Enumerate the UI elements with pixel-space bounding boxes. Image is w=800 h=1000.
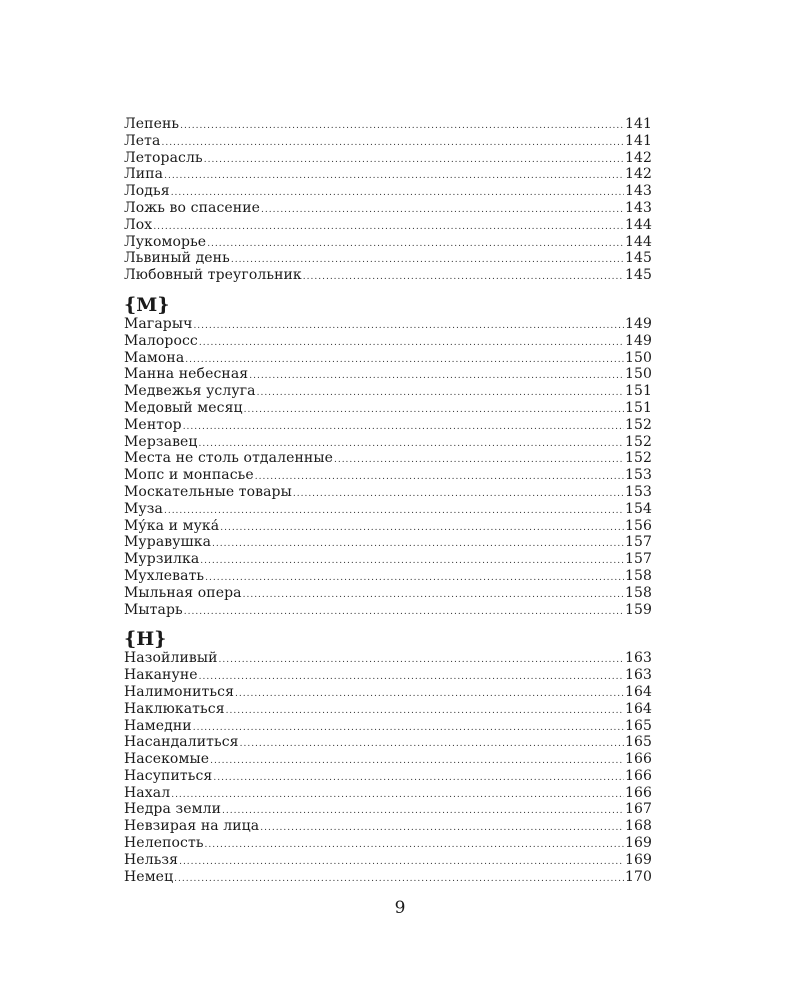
dot-leader xyxy=(185,352,624,369)
toc-entry[interactable] xyxy=(124,267,652,284)
entry-page: 149 xyxy=(624,332,652,349)
entry-page: 159 xyxy=(624,601,652,618)
dot-leader xyxy=(204,152,624,169)
dot-leader xyxy=(260,820,624,837)
toc-entry[interactable] xyxy=(124,551,652,568)
entry-page: 150 xyxy=(624,366,652,383)
dot-leader xyxy=(153,219,624,236)
entry-title: Москательные товары xyxy=(124,483,292,500)
entry-title: Магарыч xyxy=(124,315,193,332)
toc-entry[interactable] xyxy=(124,667,652,684)
entry-page: 152 xyxy=(624,416,652,433)
toc-entry[interactable] xyxy=(124,316,652,333)
table-of-contents xyxy=(124,116,652,885)
entry-title: Лепень xyxy=(124,116,180,132)
entry-page: 156 xyxy=(624,517,652,534)
entry-page: 150 xyxy=(624,349,652,366)
entry-page: 143 xyxy=(624,199,652,216)
toc-entry[interactable] xyxy=(124,450,652,467)
entry-page: 149 xyxy=(624,315,652,332)
entry-page: 163 xyxy=(624,650,652,667)
toc-entry[interactable] xyxy=(124,801,652,818)
entry-page: 163 xyxy=(624,667,652,684)
dot-leader xyxy=(222,803,624,820)
entry-title: Насандалиться xyxy=(124,734,239,751)
dot-leader xyxy=(293,486,624,503)
entry-title: Нахал xyxy=(124,784,171,801)
entry-title: Любовный треугольник xyxy=(124,267,302,284)
entry-page: 164 xyxy=(624,683,652,700)
dot-leader xyxy=(244,402,624,419)
toc-entry[interactable] xyxy=(124,333,652,350)
entry-title: Лукоморье xyxy=(124,233,207,250)
entry-title: Леторасль xyxy=(124,149,203,166)
toc-entry[interactable] xyxy=(124,366,652,383)
toc-entry[interactable] xyxy=(124,417,652,434)
dot-leader xyxy=(183,419,624,436)
entry-title: Недра земли xyxy=(124,801,222,818)
toc-entry[interactable] xyxy=(124,400,652,417)
entry-page: 144 xyxy=(624,233,652,250)
entry-title: Лох xyxy=(124,216,153,233)
toc-entry[interactable] xyxy=(124,234,652,251)
entry-page: 157 xyxy=(624,551,652,568)
toc-section-n xyxy=(124,628,652,885)
dot-leader xyxy=(171,787,624,804)
entry-page: 153 xyxy=(624,467,652,484)
entry-page: 165 xyxy=(624,717,652,734)
dot-leader xyxy=(213,770,624,787)
toc-entry[interactable] xyxy=(124,217,652,234)
entry-page: 157 xyxy=(624,534,652,551)
entry-page: 166 xyxy=(624,784,652,801)
toc-entry[interactable] xyxy=(124,467,652,484)
entry-title: Накануне xyxy=(124,667,198,684)
dot-leader xyxy=(257,385,624,402)
entry-page: 145 xyxy=(624,267,652,284)
entry-title: Наклюкаться xyxy=(124,700,225,717)
dot-leader xyxy=(212,536,624,553)
entry-title: Му́ка и мука́ xyxy=(124,517,220,534)
dot-leader xyxy=(261,202,624,219)
entry-title: Насекомые xyxy=(124,751,210,768)
toc-entry[interactable] xyxy=(124,602,652,619)
entry-page: 167 xyxy=(624,801,652,818)
entry-title: Ложь во спасение xyxy=(124,199,261,216)
entry-title: Насупиться xyxy=(124,767,213,784)
toc-entry[interactable] xyxy=(124,484,652,501)
toc-entry[interactable] xyxy=(124,585,652,602)
entry-page: 142 xyxy=(624,166,652,183)
dot-leader xyxy=(226,703,624,720)
entry-page: 145 xyxy=(624,250,652,267)
entry-title: Мыльная опера xyxy=(124,584,242,601)
entry-page: 151 xyxy=(624,383,652,400)
entry-page: 141 xyxy=(624,116,652,132)
entry-page: 168 xyxy=(624,818,652,835)
entry-title: Налимониться xyxy=(124,683,235,700)
section-heading: {Н} xyxy=(124,628,167,651)
entry-page: 169 xyxy=(624,851,652,868)
page-number: 9 xyxy=(394,898,406,918)
dot-leader xyxy=(180,118,624,135)
toc-entry[interactable] xyxy=(124,166,652,183)
entry-title: Мухлевать xyxy=(124,567,205,584)
toc-entry[interactable] xyxy=(124,818,652,835)
dot-leader xyxy=(200,553,624,570)
entry-title: Ментор xyxy=(124,416,182,433)
entry-page: 153 xyxy=(624,483,652,500)
entry-title: Мопс и монпасье xyxy=(124,467,254,484)
dot-leader xyxy=(220,520,624,537)
entry-title: Муза xyxy=(124,500,163,517)
toc-entry[interactable] xyxy=(124,751,652,768)
dot-leader xyxy=(207,236,624,253)
entry-page: 164 xyxy=(624,700,652,717)
entry-title: Невзирая на лица xyxy=(124,818,260,835)
toc-entry[interactable] xyxy=(124,835,652,852)
entry-page: 141 xyxy=(624,132,652,149)
entry-page: 158 xyxy=(624,584,652,601)
entry-page: 165 xyxy=(624,734,652,751)
dot-leader xyxy=(255,469,624,486)
entry-page: 144 xyxy=(624,216,652,233)
toc-entry[interactable] xyxy=(124,133,652,150)
dot-leader xyxy=(219,652,624,669)
toc-entry[interactable] xyxy=(124,718,652,735)
entry-title: Малоросс xyxy=(124,332,198,349)
toc-entry[interactable] xyxy=(124,534,652,551)
toc-entry[interactable] xyxy=(124,768,652,785)
entry-title: Манна небесная xyxy=(124,366,249,383)
toc-entry[interactable] xyxy=(124,734,652,751)
entry-page: 166 xyxy=(624,767,652,784)
dot-leader xyxy=(199,335,624,352)
toc-entry[interactable] xyxy=(124,434,652,451)
dot-leader xyxy=(205,837,624,854)
dot-leader xyxy=(164,168,624,185)
toc-entry[interactable] xyxy=(124,852,652,869)
toc-entry[interactable] xyxy=(124,350,652,367)
toc-entry[interactable] xyxy=(124,785,652,802)
dot-leader xyxy=(174,871,624,888)
dot-leader xyxy=(164,503,624,520)
dot-leader xyxy=(235,686,624,703)
dot-leader xyxy=(199,669,624,686)
entry-page: 158 xyxy=(624,567,652,584)
entry-title: Нелепость xyxy=(124,835,204,852)
dot-leader xyxy=(179,854,624,871)
toc-entry[interactable] xyxy=(124,650,652,667)
dot-leader xyxy=(243,587,624,604)
toc-entry[interactable] xyxy=(124,200,652,217)
toc-section-m xyxy=(124,294,652,618)
dot-leader xyxy=(249,368,624,385)
dot-leader xyxy=(210,753,624,770)
entry-title: Лодья xyxy=(124,183,170,200)
entry-title: Медовый месяц xyxy=(124,399,243,416)
dot-leader xyxy=(161,135,624,152)
entry-title: Намедни xyxy=(124,717,192,734)
toc-entry[interactable] xyxy=(124,116,652,133)
dot-leader xyxy=(334,452,624,469)
toc-entry[interactable] xyxy=(124,568,652,585)
entry-title: Назойливый xyxy=(124,650,218,667)
entry-page: 152 xyxy=(624,450,652,467)
entry-page: 166 xyxy=(624,751,652,768)
toc-entry[interactable] xyxy=(124,183,652,200)
toc-entry[interactable] xyxy=(124,869,652,886)
entry-title: Мытарь xyxy=(124,601,183,618)
dot-leader xyxy=(184,604,624,621)
entry-page: 151 xyxy=(624,399,652,416)
dot-leader xyxy=(193,318,624,335)
toc-entry[interactable] xyxy=(124,701,652,718)
dot-leader xyxy=(193,720,624,737)
dot-leader xyxy=(205,570,624,587)
entry-page: 142 xyxy=(624,149,652,166)
toc-entry[interactable] xyxy=(124,684,652,701)
toc-entry[interactable] xyxy=(124,150,652,167)
entry-title: Немец xyxy=(124,868,174,885)
toc-entry[interactable] xyxy=(124,250,652,267)
entry-title: Медвежья услуга xyxy=(124,383,256,400)
toc-entry[interactable] xyxy=(124,518,652,535)
entry-title: Муравушка xyxy=(124,534,212,551)
entry-page: 170 xyxy=(624,868,652,885)
entry-title: Мерзавец xyxy=(124,433,198,450)
toc-entry[interactable] xyxy=(124,501,652,518)
toc-entry[interactable] xyxy=(124,383,652,400)
toc-section-l xyxy=(124,116,652,284)
entry-title: Мамона xyxy=(124,349,185,366)
entry-title: Нельзя xyxy=(124,851,179,868)
entry-page: 152 xyxy=(624,433,652,450)
dot-leader xyxy=(240,736,624,753)
entry-title: Липа xyxy=(124,166,164,183)
dot-leader xyxy=(303,269,624,286)
entry-title: Львиный день xyxy=(124,250,230,267)
section-heading: {М} xyxy=(124,293,170,316)
entry-title: Лета xyxy=(124,132,161,149)
entry-page: 143 xyxy=(624,183,652,200)
entry-page: 169 xyxy=(624,835,652,852)
entry-page: 154 xyxy=(624,500,652,517)
entry-title: Места не столь отдаленные xyxy=(124,450,333,467)
entry-title: Мурзилка xyxy=(124,551,200,568)
